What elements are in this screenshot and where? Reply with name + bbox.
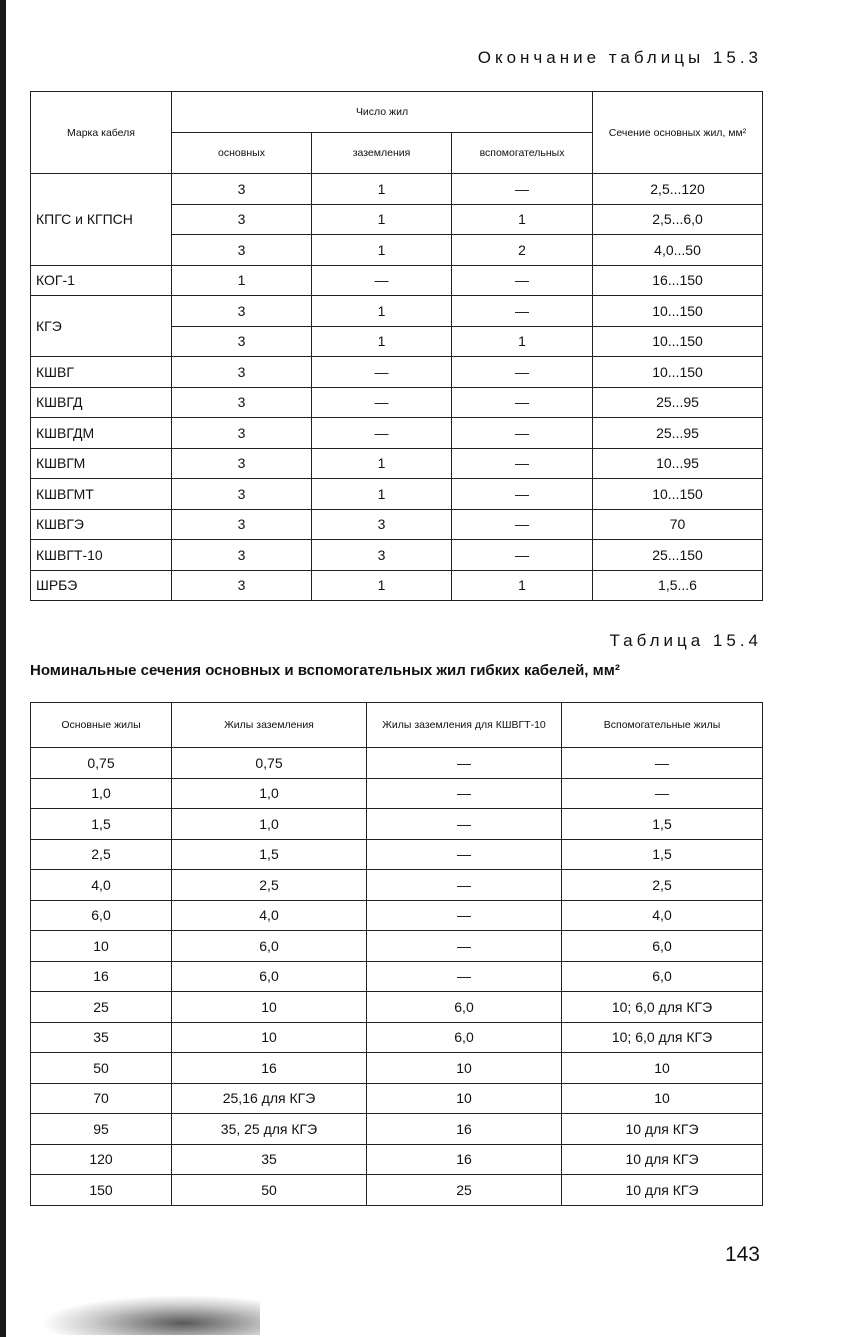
main-core-cell: 0,75: [31, 748, 172, 779]
aux-core-cell: 10 для КГЭ: [562, 1175, 763, 1206]
ground-cell: 1: [312, 204, 452, 235]
aux-core-cell: 4,0: [562, 900, 763, 931]
main-core-cell: 1,0: [31, 778, 172, 809]
aux-core-cell: 2,5: [562, 870, 763, 901]
ground-kshvgt-cell: 10: [367, 1053, 562, 1084]
section-cell: 10...95: [593, 448, 763, 479]
aux-cell: —: [452, 448, 593, 479]
main-cell: 1: [172, 265, 312, 296]
main-cell: 3: [172, 570, 312, 601]
main-core-cell: 95: [31, 1114, 172, 1145]
cable-brand-cell: КШВГЭ: [31, 509, 172, 540]
table-row: [31, 570, 763, 601]
ground-kshvgt-cell: —: [367, 748, 562, 779]
cable-brand-cell: ШРБЭ: [31, 570, 172, 601]
table-row: [31, 357, 763, 388]
table-row: [31, 1022, 763, 1053]
table-row: [31, 1144, 763, 1175]
main-core-cell: 25: [31, 992, 172, 1023]
table-row: [31, 1114, 763, 1145]
table-row: [31, 778, 763, 809]
main-core-cell: 1,5: [31, 809, 172, 840]
section-cell: 10...150: [593, 479, 763, 510]
aux-core-cell: 10: [562, 1083, 763, 1114]
main-cell: 3: [172, 540, 312, 571]
section-cell: 1,5...6: [593, 570, 763, 601]
main-cell: 3: [172, 387, 312, 418]
cable-brand-cell: КШВГД: [31, 387, 172, 418]
section-cell: 4,0...50: [593, 235, 763, 266]
main-core-cell: 150: [31, 1175, 172, 1206]
ground-core-cell: 10: [172, 992, 367, 1023]
table-row: [31, 961, 763, 992]
header-section: Сечение основных жил, мм²: [593, 92, 763, 174]
header-core-count: Число жил: [172, 92, 593, 133]
table-row: [31, 748, 763, 779]
aux-core-cell: 1,5: [562, 839, 763, 870]
ground-core-cell: 1,0: [172, 809, 367, 840]
aux-core-cell: —: [562, 748, 763, 779]
aux-core-cell: 6,0: [562, 931, 763, 962]
ground-kshvgt-cell: 10: [367, 1083, 562, 1114]
aux-core-cell: 10: [562, 1053, 763, 1084]
header-aux: вспомогательных: [452, 133, 593, 174]
aux-core-cell: 6,0: [562, 961, 763, 992]
main-core-cell: 35: [31, 1022, 172, 1053]
ground-cell: —: [312, 357, 452, 388]
main-cell: 3: [172, 235, 312, 266]
aux-cell: —: [452, 296, 593, 327]
ground-kshvgt-cell: —: [367, 778, 562, 809]
header-ground: заземления: [312, 133, 452, 174]
section-cell: 10...150: [593, 296, 763, 327]
header-ground-kshvgt: Жилы заземления для КШВГТ-10: [367, 703, 562, 748]
ground-kshvgt-cell: —: [367, 870, 562, 901]
table-row: [31, 1175, 763, 1206]
cable-brand-cell: КШВГТ-10: [31, 540, 172, 571]
aux-cell: 1: [452, 326, 593, 357]
table-row: [31, 479, 763, 510]
scan-smudge: [40, 1295, 260, 1335]
aux-cell: —: [452, 357, 593, 388]
ground-kshvgt-cell: 6,0: [367, 1022, 562, 1053]
main-cell: 3: [172, 479, 312, 510]
main-cell: 3: [172, 326, 312, 357]
ground-kshvgt-cell: —: [367, 931, 562, 962]
ground-cell: 1: [312, 235, 452, 266]
main-cell: 3: [172, 357, 312, 388]
ground-core-cell: 16: [172, 1053, 367, 1084]
ground-cell: 1: [312, 479, 452, 510]
main-cell: 3: [172, 509, 312, 540]
header-ground-cores: Жилы заземления: [172, 703, 367, 748]
main-cell: 3: [172, 174, 312, 205]
ground-cell: 3: [312, 540, 452, 571]
table-row: [31, 540, 763, 571]
ground-cell: —: [312, 387, 452, 418]
ground-cell: 3: [312, 509, 452, 540]
cable-brand-cell: КОГ-1: [31, 265, 172, 296]
aux-cell: 1: [452, 204, 593, 235]
section-cell: 2,5...6,0: [593, 204, 763, 235]
ground-core-cell: 1,5: [172, 839, 367, 870]
header-aux-cores: Вспомогательные жилы: [562, 703, 763, 748]
table-row: [31, 448, 763, 479]
ground-kshvgt-cell: —: [367, 809, 562, 840]
aux-cell: —: [452, 540, 593, 571]
main-cell: 3: [172, 448, 312, 479]
main-core-cell: 70: [31, 1083, 172, 1114]
table-row: [31, 509, 763, 540]
header-main: основных: [172, 133, 312, 174]
ground-core-cell: 35, 25 для КГЭ: [172, 1114, 367, 1145]
table-15-3: [30, 91, 763, 601]
table-row: [31, 265, 763, 296]
aux-cell: —: [452, 265, 593, 296]
ground-kshvgt-cell: 25: [367, 1175, 562, 1206]
section-cell: 16...150: [593, 265, 763, 296]
section-cell: 2,5...120: [593, 174, 763, 205]
ground-core-cell: 6,0: [172, 931, 367, 962]
aux-core-cell: —: [562, 778, 763, 809]
ground-core-cell: 1,0: [172, 778, 367, 809]
ground-core-cell: 2,5: [172, 870, 367, 901]
main-cell: 3: [172, 418, 312, 449]
aux-core-cell: 10 для КГЭ: [562, 1144, 763, 1175]
page-edge-shadow: [0, 0, 6, 1337]
ground-core-cell: 6,0: [172, 961, 367, 992]
ground-kshvgt-cell: —: [367, 839, 562, 870]
aux-cell: 1: [452, 570, 593, 601]
cable-brand-cell: КШВГ: [31, 357, 172, 388]
table-row: [31, 174, 763, 205]
section-cell: 70: [593, 509, 763, 540]
aux-core-cell: 10; 6,0 для КГЭ: [562, 992, 763, 1023]
ground-core-cell: 10: [172, 1022, 367, 1053]
main-core-cell: 2,5: [31, 839, 172, 870]
ground-core-cell: 4,0: [172, 900, 367, 931]
main-cell: 3: [172, 204, 312, 235]
ground-cell: 1: [312, 296, 452, 327]
ground-kshvgt-cell: —: [367, 900, 562, 931]
table-row: [31, 1053, 763, 1084]
aux-cell: —: [452, 387, 593, 418]
aux-core-cell: 10; 6,0 для КГЭ: [562, 1022, 763, 1053]
main-core-cell: 10: [31, 931, 172, 962]
ground-cell: —: [312, 418, 452, 449]
table-15-4: [30, 702, 763, 1206]
aux-core-cell: 1,5: [562, 809, 763, 840]
aux-cell: —: [452, 174, 593, 205]
ground-cell: 1: [312, 326, 452, 357]
table-row: [31, 1083, 763, 1114]
ground-core-cell: 25,16 для КГЭ: [172, 1083, 367, 1114]
table-15-4-title: Таблица 15.4: [609, 631, 762, 650]
main-core-cell: 50: [31, 1053, 172, 1084]
ground-cell: 1: [312, 448, 452, 479]
ground-cell: —: [312, 265, 452, 296]
table-15-3-continuation-title: Окончание таблицы 15.3: [477, 48, 762, 67]
main-core-cell: 16: [31, 961, 172, 992]
table-row: [31, 839, 763, 870]
cable-brand-cell: КГЭ: [31, 296, 172, 357]
main-core-cell: 6,0: [31, 900, 172, 931]
cable-brand-cell: КПГС и КГПСН: [31, 174, 172, 266]
section-cell: 25...95: [593, 418, 763, 449]
section-cell: 10...150: [593, 357, 763, 388]
table-row: [31, 870, 763, 901]
section-cell: 10...150: [593, 326, 763, 357]
page-number: 143: [724, 1243, 760, 1266]
table-row: [31, 900, 763, 931]
cable-brand-cell: КШВГМ: [31, 448, 172, 479]
ground-kshvgt-cell: 16: [367, 1144, 562, 1175]
cable-brand-cell: КШВГДМ: [31, 418, 172, 449]
ground-kshvgt-cell: —: [367, 961, 562, 992]
aux-core-cell: 10 для КГЭ: [562, 1114, 763, 1145]
table-row: [31, 418, 763, 449]
ground-core-cell: 0,75: [172, 748, 367, 779]
aux-cell: 2: [452, 235, 593, 266]
ground-kshvgt-cell: 16: [367, 1114, 562, 1145]
main-cell: 3: [172, 296, 312, 327]
table-row: [31, 809, 763, 840]
section-cell: 25...150: [593, 540, 763, 571]
aux-cell: —: [452, 509, 593, 540]
aux-cell: —: [452, 418, 593, 449]
main-core-cell: 4,0: [31, 870, 172, 901]
ground-core-cell: 35: [172, 1144, 367, 1175]
aux-cell: —: [452, 479, 593, 510]
main-core-cell: 120: [31, 1144, 172, 1175]
table-row: [31, 992, 763, 1023]
ground-cell: 1: [312, 174, 452, 205]
ground-cell: 1: [312, 570, 452, 601]
ground-core-cell: 50: [172, 1175, 367, 1206]
table-row: [31, 387, 763, 418]
cable-brand-cell: КШВГМТ: [31, 479, 172, 510]
section-cell: 25...95: [593, 387, 763, 418]
ground-kshvgt-cell: 6,0: [367, 992, 562, 1023]
table-15-4-caption: Номинальные сечения основных и вспомогательных жил гибких кабелей, мм²: [30, 662, 620, 679]
header-brand: Марка кабеля: [31, 92, 172, 174]
table-row: [31, 296, 763, 327]
table-row: [31, 931, 763, 962]
header-main-cores: Основные жилы: [31, 703, 172, 748]
